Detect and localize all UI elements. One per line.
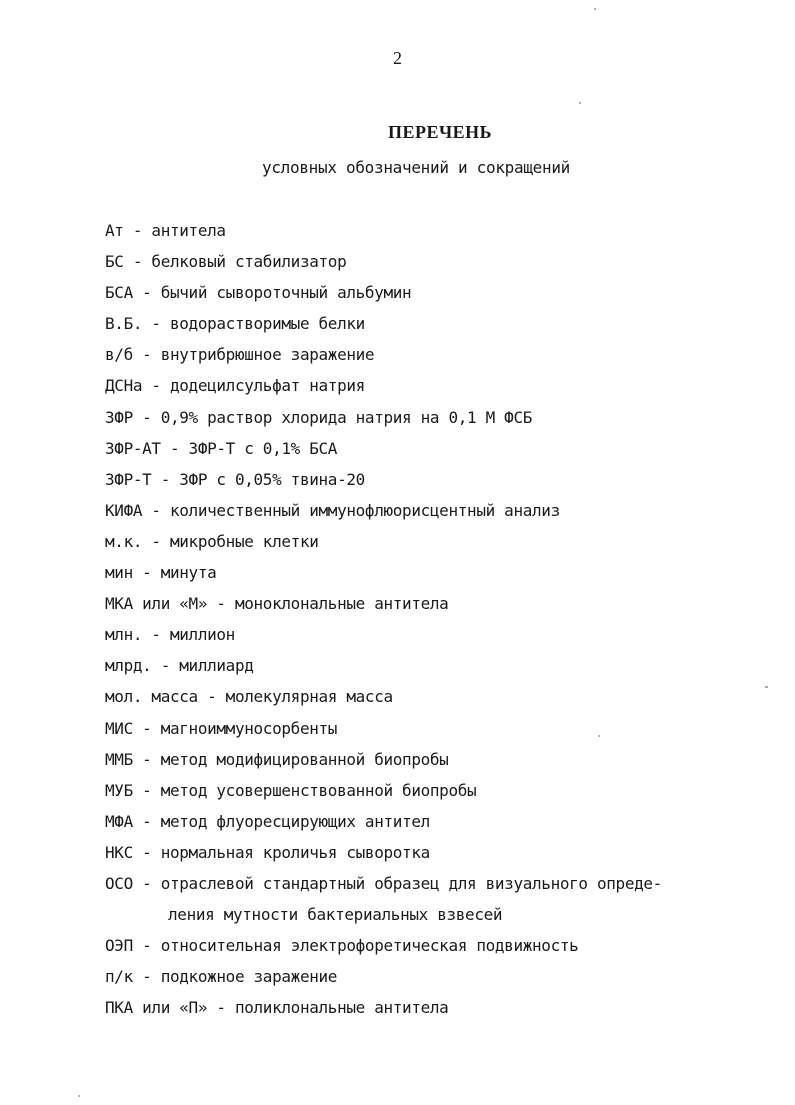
list-item: млн. - миллион [105, 625, 235, 645]
page-number: 2 [393, 48, 402, 68]
list-item: В.Б. - водорастворимые белки [105, 314, 365, 334]
list-item: п/к - подкожное заражение [105, 967, 338, 987]
list-item: м.к. - микробные клетки [105, 531, 319, 551]
scan-speck [579, 102, 581, 104]
list-item: КИФА - количественный иммунофлюорисцентный анализ [105, 500, 560, 520]
list-item: ОСО - отраслевой стандартный образец для визуального опреде- [105, 873, 662, 893]
list-item: ЗФР-АТ - ЗФР-Т с 0,1% БСА [105, 438, 338, 458]
list-item: ЗФР-Т - ЗФР с 0,05% твина-20 [105, 469, 365, 489]
list-item: МКА или «М» - моноклональные антитела [105, 594, 449, 614]
list-item: мол. масса - молекулярная масса [105, 687, 393, 707]
list-item: МФА - метод флуоресцирующих антител [105, 811, 430, 831]
list-item: БСА - бычий сывороточный альбумин [105, 283, 412, 303]
list-item: МУБ - метод усовершенствованной биопробы [105, 780, 477, 800]
scan-speck [78, 1095, 80, 1097]
list-item: ПКА или «П» - поликлональные антитела [105, 998, 449, 1018]
scan-speck [598, 735, 600, 737]
page-title: ПЕРЕЧЕНЬ [387, 122, 493, 142]
scan-speck [765, 686, 768, 688]
list-item: ОЭП - относительная электрофоретическая подвижность [105, 936, 579, 956]
page-subtitle: условных обозначений и сокращений [262, 158, 570, 177]
list-item: ЗФР - 0,9% раствор хлорида натрия на 0,1 М ФСБ [105, 407, 533, 427]
list-item: НКС - нормальная кроличья сыворотка [105, 842, 430, 862]
list-item: в/б - внутрибрюшное заражение [105, 345, 375, 365]
list-item: БС - белковый стабилизатор [105, 252, 347, 272]
list-item-continuation: ления мутности бактериальных взвесей [168, 905, 503, 925]
list-item: МИС - магноиммуносорбенты [105, 718, 338, 738]
list-item: ДСНа - додецилсульфат натрия [105, 376, 365, 396]
list-item: Ат - антитела [105, 221, 226, 240]
list-item: мин - минута [105, 563, 217, 583]
abbreviation-list [105, 220, 765, 1028]
list-item: млрд. - миллиард [105, 656, 254, 676]
scan-speck [594, 8, 596, 10]
list-item: ММБ - метод модифицированной биопробы [105, 749, 449, 769]
